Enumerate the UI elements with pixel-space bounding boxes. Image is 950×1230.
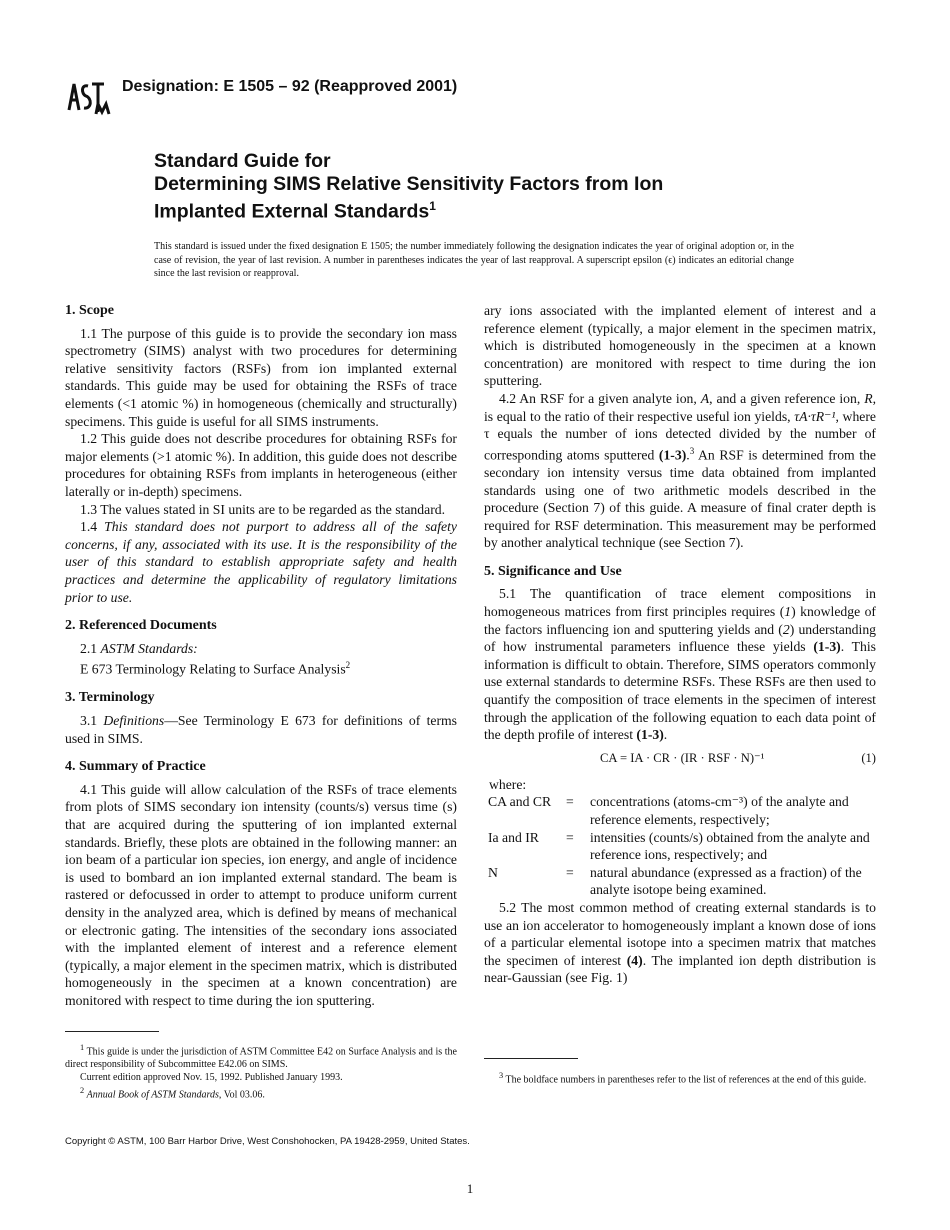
- symbol-definitions: [488, 793, 876, 899]
- definition-equals: =: [566, 794, 574, 810]
- intro-note: This standard is issued under the fixed designation E 1505; the number immediately following the designation indicates the year of original adoption or, in the case of revision, the year of last revision. A number in parentheses indicates the year of last reapproval. A superscript epsilon (ϵ) indicates an editorial change since the last revision or reapproval.: [154, 241, 794, 279]
- where-label: where:: [489, 776, 527, 792]
- definition-row: [488, 793, 876, 828]
- section-heading-significance-and-use: 5. Significance and Use: [484, 563, 622, 579]
- equation-number: (1): [861, 750, 876, 765]
- equation-1: [484, 750, 876, 770]
- definition-row: [488, 864, 876, 899]
- astm-logo-icon: [66, 76, 112, 116]
- paragraph-2-1: 2.1 ASTM Standards:: [80, 640, 198, 656]
- equation-formula: CA = IA · CR · (IR · RSF · N)⁻¹: [600, 750, 765, 765]
- copyright-notice: Copyright © ASTM, 100 Barr Harbor Drive, West Conshohocken, PA 19428-2959, United States.: [65, 1136, 470, 1147]
- title-line-1: Standard Guide for: [154, 150, 331, 172]
- definition-text: intensities (counts/s) obtained from the analyte and reference ions, respectively; and: [590, 829, 870, 863]
- paragraph-5-2: 5.2 The most common method of creating external standards is to use an ion accelerator to homogeneously implant a known dose of ions of a particular elemental isotope into a specimen matrix that matches the specimen of interest (4). The implanted ion depth distribution is near-Gaussian (see Fig. 1): [484, 899, 876, 986]
- paragraph-1-3: 1.3 The values stated in SI units are to be regarded as the standard.: [80, 501, 446, 517]
- paragraph-3-1: 3.1 Definitions—See Terminology E 673 for definitions of terms used in SIMS.: [65, 713, 457, 746]
- paragraph-5-1: 5.1 The quantification of trace element compositions in homogeneous matrices from first principles requires (1) knowledge of the factors influencing ion and sputtering yields and (2) understanding of how instrumental parameters influence these yields (1-3). This information is difficult to obtain. Therefore, SIMS operators commonly use external standards to determine RSFs. These RSFs are then used to quantify the composition of trace elements in the specimen of interest through the application of the following equation to each data point of the depth profile of interest (1-3).: [484, 586, 877, 743]
- paragraph-1-4: 1.4 This standard does not purport to address all of the safety concerns, if any, associated with its use. It is the responsibility of the user of this standard to establish appropriate safety and health practices and determine the applicability of regulatory limitations prior to use.: [65, 519, 457, 605]
- section-heading-summary-of-practice: 4. Summary of Practice: [65, 759, 206, 775]
- definition-row: [488, 829, 876, 864]
- section-heading-referenced-documents: 2. Referenced Documents: [65, 618, 217, 634]
- document-header: [66, 70, 896, 120]
- definition-symbol: Ia and IR: [488, 829, 539, 845]
- page-number: 1: [466, 1181, 474, 1196]
- title-line-3: Implanted External Standards$^1$: [154, 199, 436, 223]
- paragraph-1-1: 1.1 The purpose of this guide is to provide the secondary ion mass spectrometry (SIMS) analyst with two procedures for determining relative sensitivity factors (RSFs) from ion implanted external standards. This guide may be used for obtaining the RSFs of trace elements (<1 atomic %) in homogeneous (chemically and structurally) specimens. This guide is useful for all SIMS instruments.: [65, 325, 457, 429]
- paragraph-1-2: 1.2 This guide does not describe procedures for obtaining RSFs for major elements (>1 atomic %). In addition, this guide does not describe procedures for obtaining RSFs from implants in heterogeneous (either laterally or in-depth) specimens.: [65, 431, 458, 499]
- footnote-1-edition: Current edition approved Nov. 15, 1992. Published January 1993.: [80, 1072, 343, 1084]
- footnotes-left: [65, 1041, 457, 1102]
- definition-equals: =: [566, 864, 574, 880]
- referenced-document-e673: E 673 Terminology Relating to Surface Analysis$^2$: [80, 660, 351, 677]
- paragraph-4-2: 4.2 An RSF for a given analyte ion, A, and a given reference ion, R, is equal to the ratio of their respective useful ion yields, τA·τR⁻¹, where τ equals the number of ions detected divided by the number of corresponding atoms sputtered (1-3).$^3$ An RSF is determined from the secondary ion intensity versus time data obtained from implanted standards using one of two arithmetic models described in the procedure (Section 7) of this guide. A measure of final crater depth is required for RSF determination. This measurement may be performed by another analytical technique (see Section 7).: [484, 390, 877, 551]
- footnote-rule-left: [65, 1031, 159, 1032]
- definition-text: concentrations (atoms-cm⁻³) of the analyte and reference elements, respectively;: [590, 794, 849, 827]
- footnote-2: $^2$ Annual Book of ASTM Standards, Vol 03.06.: [80, 1086, 265, 1101]
- designation: Designation: E 1505 – 92 (Reapproved 2001): [122, 78, 458, 95]
- footnote-rule-right: [484, 1058, 578, 1059]
- paragraph-4-1-continued: ary ions associated with the implanted element of interest and a reference element (typically, a major element in the specimen matrix, which is distributed homogeneously in the specimen at a known concentration) are monitored with respect to time during the ion sputtering.: [484, 303, 876, 389]
- footnote-3: $^3$ The boldface numbers in parentheses refer to the list of references at the end of this guide.: [499, 1071, 867, 1086]
- right-column: [484, 302, 876, 987]
- left-column: [65, 302, 458, 1008]
- footnotes-right: [484, 1069, 876, 1086]
- title-line-2: Determining SIMS Relative Sensitivity Factors from Ion: [154, 172, 664, 195]
- section-heading-scope: 1. Scope: [65, 303, 114, 318]
- footnote-1: $^1$ This guide is under the jurisdiction of ASTM Committee E42 on Surface Analysis and is the direct responsibility of Subcommittee E42.06 on SIMS.: [65, 1043, 457, 1071]
- definition-symbol: N: [488, 864, 498, 880]
- section-heading-terminology: 3. Terminology: [65, 690, 155, 706]
- definition-symbol: CA and CR: [488, 794, 552, 810]
- definition-text: natural abundance (expressed as a fraction) of the analyte isotope being examined.: [590, 864, 862, 898]
- paragraph-4-1: 4.1 This guide will allow calculation of the RSFs of trace elements from plots of SIMS secondary ion intensity (counts/s) versus time (s) that are acquired during the sputtering of ion implanted external standards. Briefly, these plots are obtained in the following manner: an ion beam of a particular ion species, ion energy, and angle of incidence is used to bombard an ion implanted external standard. The beam is rastered or defocussed in order to attempt to produce uniform current density in the analyzed area, which is defined by means of mechanical or electronic gating. The intensities of the secondary ions associated with the implanted element of interest and a reference element (typically, a major element in the specimen matrix, which is distributed homogeneously in the specimen at a known concentration) are monitored with respect to time during the ion sputtering.: [65, 781, 457, 1008]
- definition-equals: =: [566, 829, 574, 845]
- document-title: [154, 150, 854, 223]
- title-footnote-ref: 1: [429, 199, 436, 213]
